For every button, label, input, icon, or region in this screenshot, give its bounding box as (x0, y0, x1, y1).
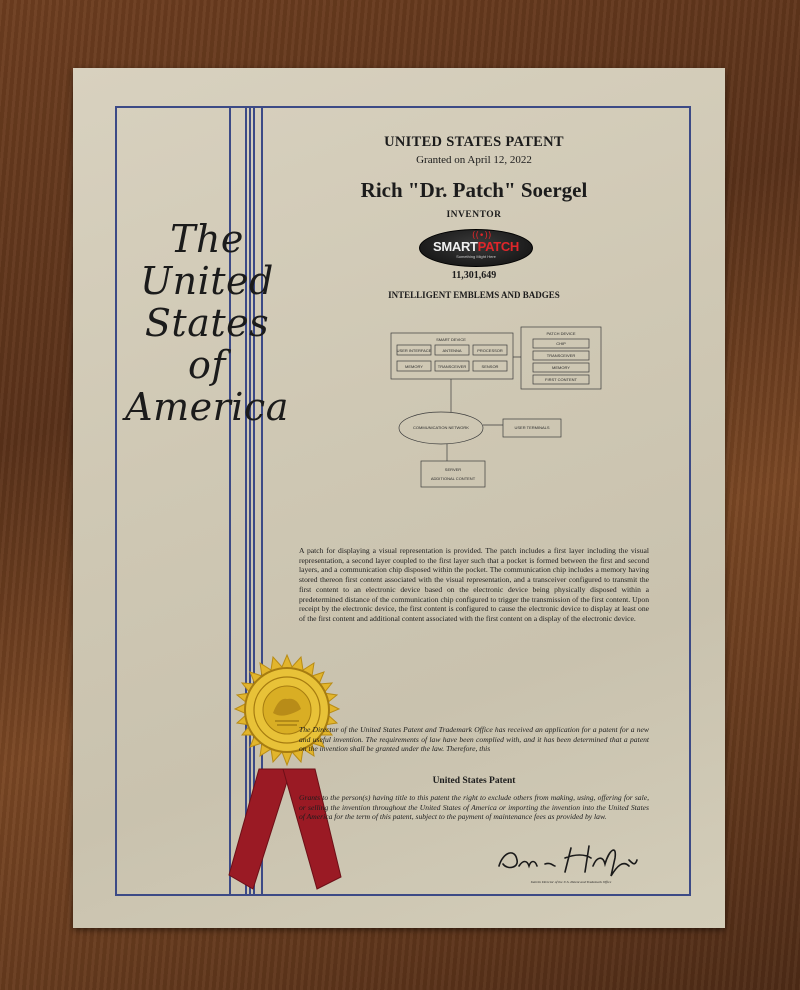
inventor-role: INVENTOR (446, 210, 502, 220)
country-line: America (125, 385, 289, 429)
diagram-label: MEMORY (405, 364, 423, 369)
logo-prefix: SMART (432, 239, 478, 254)
diagram-label: TRANSCEIVER (546, 353, 576, 358)
gold-seal (213, 651, 361, 891)
diagram-label: PROCESSOR (477, 348, 503, 353)
patent-title: INTELLIGENT EMBLEMS AND BADGES (388, 290, 560, 300)
diagram-label: USER TERMINALS (514, 425, 550, 430)
patent-number: 11,301,649 (451, 270, 497, 281)
logo-tagline: Something Might Here (456, 254, 496, 259)
diagram-label: FIRST CONTENT (545, 377, 577, 382)
director-statement: The Director of the United States Patent and Trademark Office has received an application for a patent for a new and useful invention. The requirements of law have been complied with, and it has been determined that a patent on the invention shall be granted under the law. Therefore, this (299, 725, 649, 754)
country-line: United (140, 259, 274, 303)
grant-date: Granted on April 12, 2022 (416, 154, 532, 166)
country-line: The (170, 217, 244, 261)
signature-caption: Interim Director of the U.S. Patent and Trademark Office (530, 880, 612, 884)
diagram-label: CHIP (556, 341, 566, 346)
diagram-label: SMART DEVICE (436, 337, 466, 342)
diagram-label: COMMUNICATION NETWORK (413, 425, 469, 430)
patent-diagram (387, 313, 605, 498)
diagram-label: PATCH DEVICE (546, 331, 576, 336)
country-title (117, 218, 297, 428)
inventor-name: Rich "Dr. Patch" Soergel (360, 178, 588, 202)
diagram-label: ADDITIONAL CONTENT (430, 476, 476, 481)
grants-statement: Grants to the person(s) having title to this patent the right to exclude others from making, using, offering for sale, or selling the invention throughout the United States of America or importing the invention into the United States of America for the term of this patent, subject to the payment of maintenance fees as provided by law. (299, 793, 649, 822)
logo-suffix: PATCH (477, 239, 520, 254)
logo-wordmark (420, 239, 532, 254)
wifi-icon: ((•)) (472, 231, 492, 241)
country-line: of (188, 343, 226, 387)
gold-patent-plate (73, 68, 725, 928)
diagram-label: USER INTERFACE (396, 348, 432, 353)
diagram-label: SENSOR (481, 364, 499, 369)
smartpatch-logo (419, 229, 533, 267)
country-line: States (144, 301, 270, 345)
director-signature (493, 836, 643, 882)
diagram-label: TRANSCEIVER (437, 364, 467, 369)
document-title: UNITED STATES PATENT (384, 134, 564, 150)
diagram-label: MEMORY (552, 365, 570, 370)
diagram-label: ANTENNA (442, 348, 462, 353)
blue-border-frame (115, 106, 691, 896)
patent-abstract: A patch for displaying a visual representation is provided. The patch includes a first layer including the visual representation, a second layer coupled to the first layer such that a pocket is formed between the first and second layers, and a communication chip disposed within the pocket. The communication chip includes a memory having stored thereon first content associated with the visual representation, and a transceiver configured to transmit the first content to an electronic device based on the electronic device being physically disposed within a predetermined distance of the communication chip configured to trigger the transmission of the first content. Upon receipt by the electronic device, the first content is configured to cause the electronic device to display at least one of the first content and additional content associated with the first content on a display of the electronic device. (299, 546, 649, 623)
diagram-label: SERVER (444, 467, 462, 472)
united-states-patent-label: United States Patent (432, 776, 516, 786)
